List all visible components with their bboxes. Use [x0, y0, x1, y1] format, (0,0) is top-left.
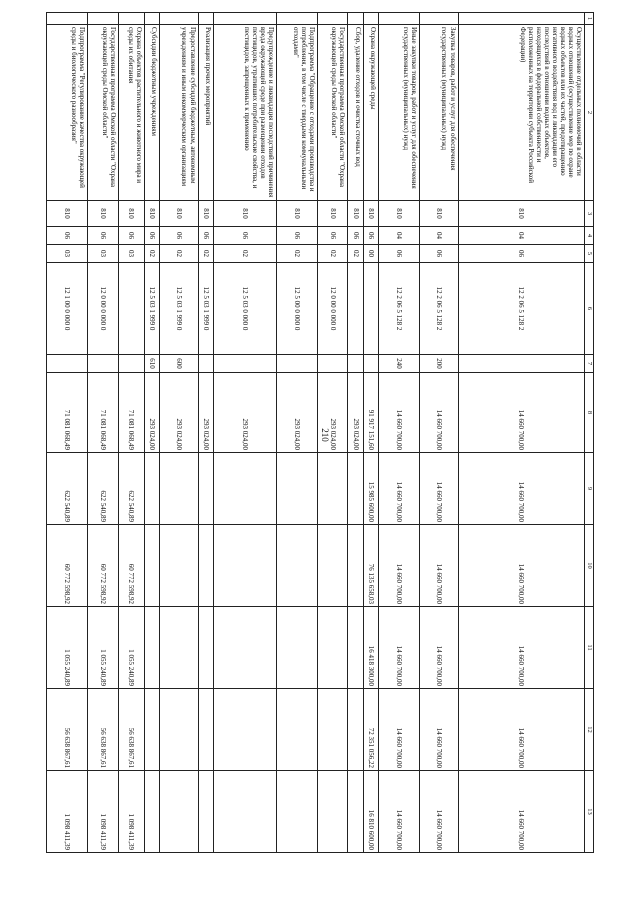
table-row	[318, 13, 348, 853]
cell-c4: 04	[420, 227, 458, 245]
cell-c9: 14 660 700,00	[378, 453, 419, 525]
cell-c3: 810	[160, 201, 198, 227]
cell-c11	[348, 607, 363, 689]
row-index-cell	[363, 13, 378, 25]
cell-c3: 810	[213, 201, 276, 227]
row-index-cell	[378, 13, 419, 25]
cell-c13: 14 660 700,00	[378, 771, 419, 853]
cell-c9	[348, 453, 363, 525]
cell-c13: 1 098 411,39	[118, 771, 144, 853]
cell-c13	[348, 771, 363, 853]
cell-c10: 14 660 700,00	[458, 525, 584, 607]
cell-c3: 810	[47, 201, 88, 227]
cell-c5: 02	[276, 245, 317, 263]
cell-c5: 02	[160, 245, 198, 263]
cell-c10: 60 772 598,92	[88, 525, 118, 607]
cell-c4: 06	[318, 227, 348, 245]
cell-c3: 810	[198, 201, 213, 227]
cell-c4: 04	[458, 227, 584, 245]
cell-c9: 622 540,89	[88, 453, 118, 525]
cell-c12	[348, 689, 363, 771]
cell-c12: 72 351 056,22	[363, 689, 378, 771]
table-row	[118, 13, 144, 853]
table-row	[144, 13, 159, 853]
table-row	[378, 13, 419, 853]
cell-c3: 810	[276, 201, 317, 227]
table-row	[363, 13, 378, 853]
cell-c13: 14 660 700,00	[458, 771, 584, 853]
cell-c11: 14 660 700,00	[420, 607, 458, 689]
cell-c6: 12 0 00 0 000 0	[318, 263, 348, 355]
table-row	[276, 13, 317, 853]
table-row	[198, 13, 213, 853]
row-name: Предоставление субсидий бюджетным, автономным учреждениям и иным некоммерческим организациям	[160, 25, 198, 201]
row-index-cell	[348, 13, 363, 25]
cell-c3: 810	[458, 201, 584, 227]
cell-c8: 14 660 700,00	[458, 373, 584, 453]
cell-c10	[198, 525, 213, 607]
cell-c5: 06	[378, 245, 419, 263]
cell-c6: 12 5 03 1 999 0	[198, 263, 213, 355]
cell-c8: 293 024,00	[160, 373, 198, 453]
cell-c7: 200	[420, 355, 458, 373]
cell-c8: 71 081 068,49	[47, 373, 88, 453]
cell-c5: 03	[118, 245, 144, 263]
cell-c5: 06	[458, 245, 584, 263]
column-number: 13	[585, 771, 594, 853]
row-name: Иные закупки товаров, работ и услуг для обеспечения государственных (муниципальных) нужд	[378, 25, 419, 201]
cell-c10	[160, 525, 198, 607]
row-index-cell	[458, 13, 584, 25]
table-row	[47, 13, 88, 853]
cell-c11	[160, 607, 198, 689]
column-number: 10	[585, 525, 594, 607]
row-name: Охрана объектов растительного и животного мира и среды их обитания	[118, 25, 144, 201]
row-index-cell	[318, 13, 348, 25]
cell-c10	[144, 525, 159, 607]
table-row	[458, 13, 584, 853]
cell-c4: 06	[47, 227, 88, 245]
cell-c4: 06	[198, 227, 213, 245]
row-index-cell	[276, 13, 317, 25]
cell-c4: 06	[144, 227, 159, 245]
cell-c8: 71 081 068,49	[118, 373, 144, 453]
cell-c10	[318, 525, 348, 607]
cell-c7: 600	[160, 355, 198, 373]
cell-c7	[276, 355, 317, 373]
row-index-cell	[420, 13, 458, 25]
cell-c9: 622 540,89	[118, 453, 144, 525]
row-name: Предупреждение и ликвидация последствий причинения вреда окружающей среде при размещении отходов пестицидов, утративших потребительские свойства, и пестицидов, запрещенных к применению	[213, 25, 276, 201]
cell-c4: 06	[118, 227, 144, 245]
cell-c10: 14 660 700,00	[378, 525, 419, 607]
row-name: Реализация прочих мероприятий	[198, 25, 213, 201]
cell-c7	[348, 355, 363, 373]
cell-c12	[276, 689, 317, 771]
cell-c7	[47, 355, 88, 373]
cell-c3: 810	[144, 201, 159, 227]
row-index-cell	[118, 13, 144, 25]
cell-c6: 12 5 03 0 000 0	[213, 263, 276, 355]
cell-c3: 810	[378, 201, 419, 227]
cell-c7: 610	[144, 355, 159, 373]
cell-c11	[276, 607, 317, 689]
cell-c5: 03	[47, 245, 88, 263]
cell-c8: 71 081 068,49	[88, 373, 118, 453]
cell-c12: 56 638 867,61	[118, 689, 144, 771]
cell-c11: 14 660 700,00	[378, 607, 419, 689]
cell-c7	[213, 355, 276, 373]
cell-c5: 00	[363, 245, 378, 263]
row-name: Закупка товаров, работ и услуг для обеспечения государственных (муниципальных) нужд	[420, 25, 458, 201]
cell-c4: 06	[276, 227, 317, 245]
table-row	[88, 13, 118, 853]
cell-c9: 14 660 700,00	[458, 453, 584, 525]
cell-c10: 60 772 598,92	[118, 525, 144, 607]
row-index-cell	[88, 13, 118, 25]
column-number: 2	[585, 25, 594, 201]
table-row	[160, 13, 198, 853]
cell-c3: 810	[318, 201, 348, 227]
cell-c11	[213, 607, 276, 689]
cell-c8: 293 024,00	[144, 373, 159, 453]
cell-c9: 15 985 600,00	[363, 453, 378, 525]
row-index-cell	[47, 13, 88, 25]
column-number-row	[585, 13, 594, 853]
cell-c12: 14 660 700,00	[458, 689, 584, 771]
cell-c3: 810	[363, 201, 378, 227]
column-number: 9	[585, 453, 594, 525]
table-row	[420, 13, 458, 853]
cell-c3: 810	[118, 201, 144, 227]
cell-c6: 12 2 06 5 128 2	[378, 263, 419, 355]
cell-c9	[198, 453, 213, 525]
cell-c6: 12 5 03 1 999 0	[144, 263, 159, 355]
cell-c7	[363, 355, 378, 373]
cell-c5: 03	[88, 245, 118, 263]
cell-c3: 810	[348, 201, 363, 227]
column-number: 6	[585, 263, 594, 355]
cell-c5: 02	[213, 245, 276, 263]
cell-c12	[198, 689, 213, 771]
cell-c6	[118, 263, 144, 355]
cell-c11: 16 418 300,00	[363, 607, 378, 689]
column-number: 4	[585, 227, 594, 245]
cell-c7	[88, 355, 118, 373]
cell-c5: 02	[144, 245, 159, 263]
cell-c4: 04	[378, 227, 419, 245]
cell-c13: 1 098 411,39	[88, 771, 118, 853]
budget-table-sheet	[46, 12, 594, 852]
cell-c6	[348, 263, 363, 355]
cell-c11: 14 660 700,00	[458, 607, 584, 689]
cell-c6: 12 0 00 0 000 0	[88, 263, 118, 355]
cell-c11	[198, 607, 213, 689]
cell-c7	[458, 355, 584, 373]
cell-c6: 12 1 00 0 000 0	[47, 263, 88, 355]
cell-c13	[144, 771, 159, 853]
cell-c7	[318, 355, 348, 373]
cell-c9	[144, 453, 159, 525]
cell-c10: 76 135 658,03	[363, 525, 378, 607]
cell-c10	[213, 525, 276, 607]
row-index-cell	[198, 13, 213, 25]
cell-c5: 06	[420, 245, 458, 263]
cell-c7: 240	[378, 355, 419, 373]
row-index-cell	[213, 13, 276, 25]
cell-c5: 02	[318, 245, 348, 263]
column-number: 3	[585, 201, 594, 227]
cell-c11	[318, 607, 348, 689]
cell-c13	[318, 771, 348, 853]
table-row	[348, 13, 363, 853]
cell-c13	[276, 771, 317, 853]
cell-c13: 1 098 411,39	[47, 771, 88, 853]
column-number: 8	[585, 373, 594, 453]
cell-c13: 16 810 600,00	[363, 771, 378, 853]
cell-c6: 12 2 06 5 128 2	[458, 263, 584, 355]
cell-c4: 06	[88, 227, 118, 245]
row-name: Охрана окружающей среды	[363, 25, 378, 201]
cell-c9: 622 540,89	[47, 453, 88, 525]
cell-c12	[144, 689, 159, 771]
cell-c11: 1 055 240,89	[47, 607, 88, 689]
column-number: 5	[585, 245, 594, 263]
cell-c6: 12 5 03 1 999 0	[160, 263, 198, 355]
cell-c4: 06	[213, 227, 276, 245]
cell-c8: 14 660 700,00	[420, 373, 458, 453]
row-name: Государственная программа Омской области "Охрана окружающей среды Омской области"	[318, 25, 348, 201]
cell-c12: 56 638 867,61	[88, 689, 118, 771]
column-number: 7	[585, 355, 594, 373]
row-name: Подпрограмма "Регулирование качества окружающей среды и биологического разнообразия"	[47, 25, 88, 201]
cell-c12: 56 638 867,61	[47, 689, 88, 771]
cell-c10	[276, 525, 317, 607]
cell-c10: 14 660 700,00	[420, 525, 458, 607]
cell-c12	[213, 689, 276, 771]
cell-c12	[318, 689, 348, 771]
budget-table	[46, 12, 594, 853]
cell-c13	[198, 771, 213, 853]
cell-c10: 60 772 598,92	[47, 525, 88, 607]
cell-c8: 293 024,00	[276, 373, 317, 453]
cell-c8: 293 024,00	[213, 373, 276, 453]
page-number: 210	[319, 428, 330, 442]
cell-c9	[276, 453, 317, 525]
cell-c3: 810	[88, 201, 118, 227]
cell-c11: 1 055 240,89	[88, 607, 118, 689]
cell-c8: 14 660 700,00	[378, 373, 419, 453]
cell-c7	[118, 355, 144, 373]
cell-c9	[213, 453, 276, 525]
cell-c7	[198, 355, 213, 373]
cell-c9	[160, 453, 198, 525]
cell-c8: 293 024,00	[198, 373, 213, 453]
cell-c6: 12 2 06 5 128 2	[420, 263, 458, 355]
cell-c13: 14 660 700,00	[420, 771, 458, 853]
cell-c5: 02	[198, 245, 213, 263]
row-index-cell	[160, 13, 198, 25]
cell-c11	[144, 607, 159, 689]
cell-c8: 293 024,00	[348, 373, 363, 453]
cell-c12: 14 660 700,00	[420, 689, 458, 771]
column-number: 11	[585, 607, 594, 689]
row-name: Субсидии бюджетным учреждениям	[144, 25, 159, 201]
cell-c6: 12 5 00 0 000 0	[276, 263, 317, 355]
row-name: Государственная программа Омской области "Охрана окружающей среды Омской области"	[88, 25, 118, 201]
cell-c10	[348, 525, 363, 607]
cell-c3: 810	[420, 201, 458, 227]
cell-c4: 06	[348, 227, 363, 245]
cell-c12: 14 660 700,00	[378, 689, 419, 771]
column-number: 1	[585, 13, 594, 25]
row-name: Сбор, удаление отходов и очистка сточных вод	[348, 25, 363, 201]
cell-c4: 06	[160, 227, 198, 245]
cell-c9	[318, 453, 348, 525]
cell-c6	[363, 263, 378, 355]
cell-c12	[160, 689, 198, 771]
table-body	[47, 13, 585, 853]
cell-c5: 02	[348, 245, 363, 263]
row-name: Подпрограмма "Обращение с отходами производства и потребления, в том числе с твердыми коммунальными отходами"	[276, 25, 317, 201]
row-index-cell	[144, 13, 159, 25]
cell-c9: 14 660 700,00	[420, 453, 458, 525]
cell-c8: 91 917 151,60	[363, 373, 378, 453]
cell-c4: 06	[363, 227, 378, 245]
cell-c8: 293 024,00	[318, 373, 348, 453]
table-row	[213, 13, 276, 853]
cell-c13	[160, 771, 198, 853]
row-name: Осуществление отдельных полномочий в области водных отношений (осуществление мер по охране водных объектов или их частей, предотвращению негативного воздействия вод и ликвидации его последствий в отношении водных объектов, находящихся в федеральной собственности и расположенных на территории субъекта Российской Федерации)	[458, 25, 584, 201]
column-number: 12	[585, 689, 594, 771]
cell-c11: 1 055 240,89	[118, 607, 144, 689]
cell-c13	[213, 771, 276, 853]
